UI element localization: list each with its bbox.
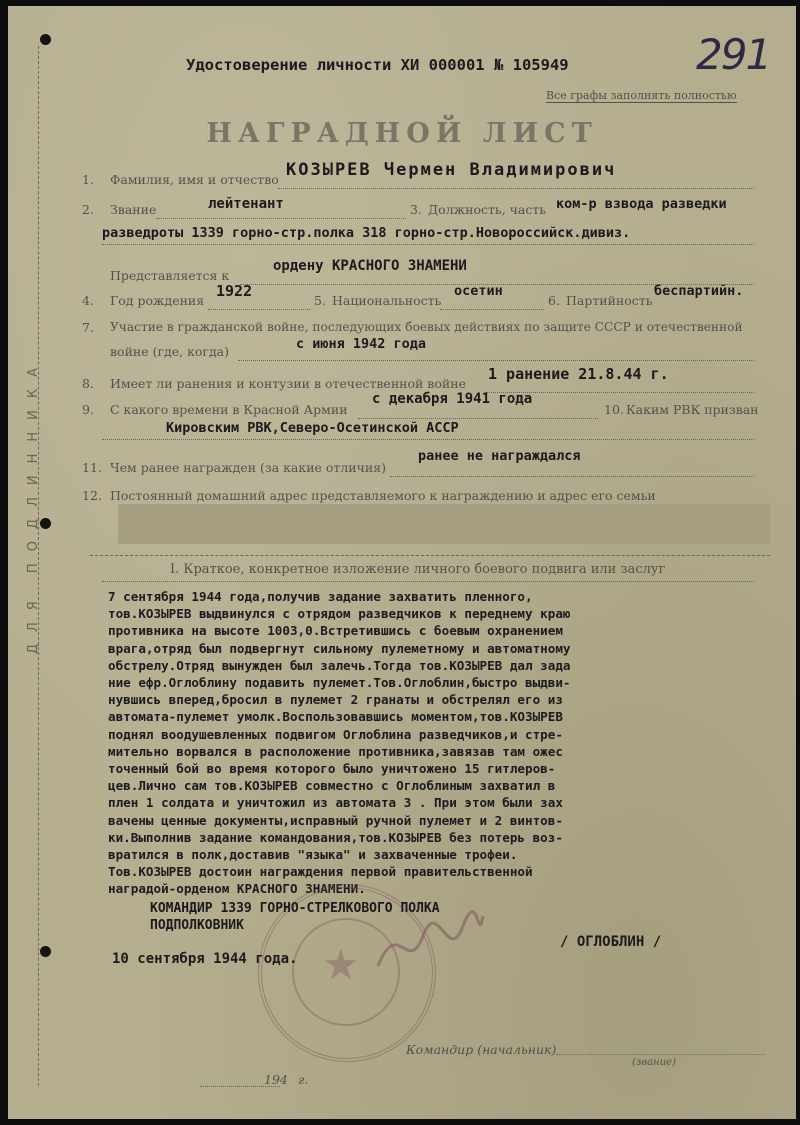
narrative-line: нувшись вперед,бросил в пулемет 2 гранаты и обстрелял его из — [108, 692, 563, 708]
field-line — [358, 418, 598, 419]
signature-date: 10 сентября 1944 года. — [112, 951, 298, 967]
narrative-line: ние ефр.Оглоблину подавить пулемет.Тов.Оглоблин,быстро выдви- — [108, 675, 571, 691]
field-number: 7. — [82, 320, 94, 335]
narrative-line: Тов.КОЗЫРЕВ достоин награждения первой правительственной — [108, 864, 533, 880]
certificate-line: Удостоверение личности ХИ 000001 № 105949 — [186, 56, 569, 74]
narrative-line: автомата-пулемет умолк.Воспользовавшись моментом,тов.КОЗЫРЕВ — [108, 709, 563, 725]
narrative-line: врага,отряд был подвергнут сильному пулеметному и автоматному — [108, 640, 571, 656]
field-value-presented: ордену КРАСНОГО ЗНАМЕНИ — [273, 258, 467, 274]
signature-scribble — [368, 906, 488, 986]
field-line — [556, 1054, 764, 1055]
field-number: 11. — [82, 460, 102, 475]
narrative-line: мительно ворвался в расположение противника,завязав там ожес — [108, 743, 563, 759]
field-value-rank: лейтенант — [208, 196, 284, 212]
field-value-service-since: с декабря 1941 года — [372, 391, 533, 407]
year-suffix: г. — [298, 1072, 309, 1087]
narrative-line: ки.Выполнив задание командования,тов.КОЗЫРЕВ без потерь воз- — [108, 829, 563, 845]
field-number: 10. — [604, 402, 624, 417]
narrative-line: обстрелу.Отряд вынужден был залечь.Тогда тов.КОЗЫРЕВ дал зада — [108, 657, 571, 673]
field-value-position: ком-р взвода разведки — [556, 196, 727, 212]
field-value-wounds: 1 ранение 21.8.44 г. — [488, 365, 669, 383]
narrative-line: вратился в полк,доставив "языка" и захваченные трофеи. — [108, 847, 518, 863]
field-number: 12. — [82, 488, 102, 503]
field-value-nationality: осетин — [454, 283, 503, 299]
field-value-draft-office: Кировским РВК,Северо-Осетинской АССР — [166, 420, 459, 436]
year-label: 194 — [264, 1072, 288, 1087]
award-sheet — [8, 6, 796, 1119]
instruction-text: Все графы заполнять полностью — [546, 89, 737, 102]
field-value-war-participation: с июня 1942 года — [296, 336, 427, 352]
field-number: 6. — [548, 293, 560, 308]
punch-hole — [40, 946, 51, 957]
narrative-line: вачены ценные документы,исправный ручной пулемет и 2 винтов- — [108, 812, 563, 828]
field-value-party: беспартийн. — [654, 283, 744, 299]
field-label-war-participation-2: войне (где, когда) — [110, 344, 229, 359]
field-label-name: Фамилия, имя и отчество — [110, 172, 279, 187]
field-line — [102, 581, 754, 582]
field-line — [102, 244, 754, 245]
field-label-position: Должность, часть — [428, 202, 547, 217]
commander-label: Командир (начальник) — [406, 1042, 557, 1057]
narrative-line: противника на высоте 1003,0.Встретившись с боевым охранением — [108, 623, 563, 639]
narrative-line: 7 сентября 1944 года,получив задание захватить пленного, — [108, 589, 533, 604]
field-label-previous-awards: Чем ранее награжден (за какие отличия) — [110, 460, 386, 475]
field-label-birth-year: Год рождения — [110, 293, 205, 308]
narrative-line: поднял воодушевленных подвигом Оглоблина разведчиков,и стре- — [108, 726, 563, 742]
field-line — [440, 309, 544, 310]
field-value-previous-awards: ранее не награждался — [418, 448, 581, 464]
field-number: 2. — [82, 202, 94, 217]
field-label-war-participation: Участие в гражданской войне, последующих боевых действиях по защите СССР и отечественной — [110, 320, 743, 334]
field-line — [156, 218, 406, 219]
field-label-draft-office: Каким РВК призван — [626, 402, 759, 417]
field-line — [102, 439, 754, 440]
punch-hole — [40, 34, 51, 45]
field-number: 9. — [82, 402, 94, 417]
signature-line-2: ПОДПОЛКОВНИК — [150, 918, 244, 933]
narrative-line: точенный бой во время которого было уничтожено 15 гитлеров- — [108, 761, 556, 777]
field-number: 3. — [410, 202, 422, 217]
field-value-unit: разведроты 1339 горно-стр.полка 318 горно-стр.Новороссийск.дивиз. — [102, 225, 631, 241]
narrative-line: тов.КОЗЫРЕВ выдвинулся с отрядом разведчиков к переднему краю — [108, 606, 571, 622]
field-value-birth-year: 1922 — [216, 282, 253, 300]
star-icon: ★ — [322, 940, 360, 989]
page-title: НАГРАДНОЙ ЛИСТ — [206, 118, 598, 149]
redacted-address — [118, 504, 770, 544]
signature-line-1: КОМАНДИР 1339 ГОРНО-СТРЕЛКОВОГО ПОЛКА — [150, 901, 440, 916]
narrative-line: цев.Лично сам тов.КОЗЫРЕВ совместно с Оглоблиным захватил в — [108, 778, 556, 794]
field-line — [208, 309, 310, 310]
field-label-nationality: Национальность — [332, 293, 442, 308]
section-heading: I. Краткое, конкретное изложение личного боевого подвига или заслуг — [170, 562, 666, 577]
field-number: 8. — [82, 376, 94, 391]
field-label-presented: Представляется к — [110, 268, 230, 283]
margin-text: ДЛЯ ПОДЛИННИКА — [26, 356, 41, 655]
field-line — [278, 188, 754, 189]
field-label-rank: Звание — [110, 202, 157, 217]
field-label-party: Партийность — [566, 293, 653, 308]
field-line — [238, 360, 754, 361]
field-value-name: КОЗЫРЕВ Чермен Владимирович — [286, 160, 617, 180]
signature-name: / ОГЛОБЛИН / — [560, 934, 662, 950]
award-narrative — [108, 588, 748, 898]
field-number: 5. — [314, 293, 326, 308]
field-label-wounds: Имеет ли ранения и контузии в отечественной войне — [110, 376, 466, 391]
field-label-home-address: Постоянный домашний адрес представляемого к награждению и адрес его семьи — [110, 488, 656, 503]
handwritten-number: 291 — [696, 30, 771, 79]
section-divider — [90, 555, 770, 556]
narrative-line: плен 1 солдата и уничтожил из автомата 3 . При этом были зах — [108, 795, 563, 811]
field-number: 4. — [82, 293, 94, 308]
field-line — [390, 476, 754, 477]
field-label-service-since: С какого времени в Красной Армии — [110, 402, 348, 417]
rank-label: (звание) — [632, 1057, 676, 1068]
field-number: 1. — [82, 172, 94, 187]
narrative-line: наградой-орденом КРАСНОГО ЗНАМЕНИ. — [108, 881, 366, 897]
